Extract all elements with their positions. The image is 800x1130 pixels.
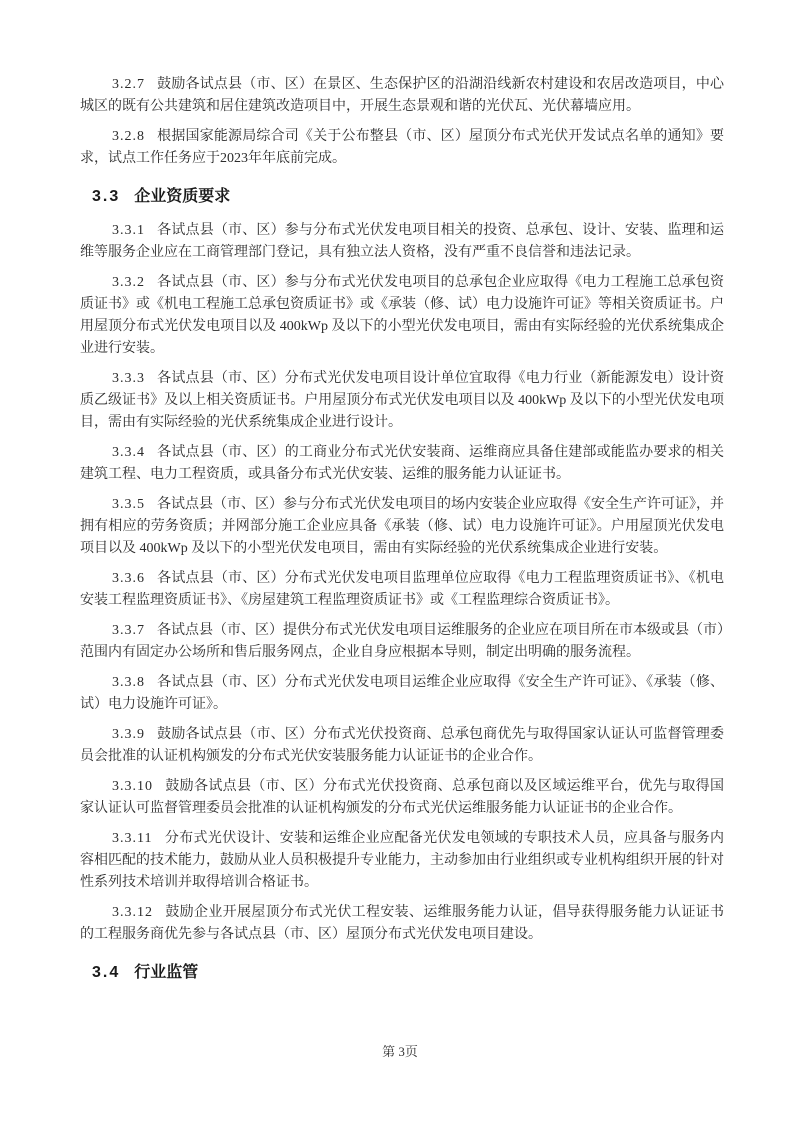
section-heading-3-4 <box>92 962 724 984</box>
paragraph-3-2-7 <box>80 74 724 118</box>
clause-text: 分布式光伏设计、安装和运维企业应配备光伏发电领域的专职技术人员，应具备与服务内容相匹配的技术能力，鼓励从业人员积极提升专业能力，主动参加由行业组织或专业机构组织开展的针对性系列技术培训并取得培训合格证书。 <box>80 831 724 890</box>
paragraph-3-3-11 <box>80 828 724 894</box>
clause-text: 各试点县（市、区）提供分布式光伏发电项目运维服务的企业应在项目所在市本级或县（市）范围内有固定办公场所和售后服务网点，企业自身应根据本导则，制定出明确的服务流程。 <box>80 623 724 660</box>
clause-text: 各试点县（市、区）的工商业分布式光伏安装商、运维商应具备住建部或能监办要求的相关建筑工程、电力工程资质，或具备分布式光伏安装、运维的服务能力认证证书。 <box>80 445 724 482</box>
clause-number: 3.3.7 <box>112 623 145 638</box>
paragraph-3-3-12 <box>80 902 724 946</box>
clause-number: 3.3.11 <box>112 831 153 846</box>
page-number: 第 3页 <box>382 1044 418 1059</box>
clause-number: 3.3.8 <box>112 675 145 690</box>
paragraph-3-3-9 <box>80 724 724 768</box>
paragraph-3-2-8 <box>80 126 724 170</box>
clause-text: 各试点县（市、区）分布式光伏发电项目设计单位宜取得《电力行业（新能源发电）设计资质乙级证书》及以上相关资质证书。户用屋顶分布式光伏发电项目以及 400kWp 及以下的小型光伏发电项目，需由有实际经验的光伏系统集成企业进行设计。 <box>80 371 724 430</box>
clause-number: 3.3.12 <box>112 905 153 920</box>
section-heading-3-3 <box>92 186 724 208</box>
clause-text: 鼓励各试点县（市、区）分布式光伏投资商、总承包商优先与取得国家认证认可监督管理委员会批准的认证机构颁发的分布式光伏安装服务能力认证证书的企业合作。 <box>80 727 724 764</box>
clause-number: 3.3.2 <box>112 275 145 290</box>
clause-number: 3.3.5 <box>112 497 145 512</box>
document-content <box>80 74 724 996</box>
clause-text: 鼓励各试点县（市、区）在景区、生态保护区的沿湖沿线新农村建设和农居改造项目，中心城区的既有公共建筑和居住建筑改造项目中，开展生态景观和谐的光伏瓦、光伏幕墙应用。 <box>80 77 724 114</box>
paragraph-3-3-7 <box>80 620 724 664</box>
paragraph-3-3-4 <box>80 442 724 486</box>
section-title: 企业资质要求 <box>134 188 231 205</box>
section-title: 行业监管 <box>134 964 199 981</box>
section-number: 3.3 <box>92 188 121 205</box>
clause-number: 3.3.4 <box>112 445 145 460</box>
clause-number: 3.3.1 <box>112 223 145 238</box>
clause-number: 3.2.7 <box>112 77 145 92</box>
clause-text: 各试点县（市、区）分布式光伏发电项目监理单位应取得《电力工程监理资质证书》、《机电安装工程监理资质证书》、《房屋建筑工程监理资质证书》或《工程监理综合资质证书》。 <box>80 571 724 608</box>
paragraph-3-3-10 <box>80 776 724 820</box>
clause-text: 各试点县（市、区）分布式光伏发电项目运维企业应取得《安全生产许可证》、《承装（修、试）电力设施许可证》。 <box>80 675 724 712</box>
clause-number: 3.3.3 <box>112 371 145 386</box>
paragraph-3-3-8 <box>80 672 724 716</box>
paragraph-3-3-5 <box>80 494 724 560</box>
clause-number: 3.3.6 <box>112 571 145 586</box>
paragraph-3-3-3 <box>80 368 724 434</box>
clause-number: 3.2.8 <box>112 129 145 144</box>
paragraph-3-3-2 <box>80 272 724 360</box>
clause-text: 各试点县（市、区）参与分布式光伏发电项目的总承包企业应取得《电力工程施工总承包资质证书》或《机电工程施工总承包资质证书》或《承装（修、试）电力设施许可证》等相关资质证书。户用屋顶分布式光伏发电项目以及 400kWp 及以下的小型光伏发电项目，需由有实际经验的光伏系统集成企业进行安装。 <box>80 275 724 356</box>
clause-text: 鼓励企业开展屋顶分布式光伏工程安装、运维服务能力认证，倡导获得服务能力认证证书的工程服务商优先参与各试点县（市、区）屋顶分布式光伏发电项目建设。 <box>80 905 724 942</box>
clause-number: 3.3.10 <box>112 779 153 794</box>
clause-text: 根据国家能源局综合司《关于公布整县（市、区）屋顶分布式光伏开发试点名单的通知》要求，试点工作任务应于2023年年底前完成。 <box>80 129 724 166</box>
paragraph-3-3-1 <box>80 220 724 264</box>
clause-text: 各试点县（市、区）参与分布式光伏发电项目的场内安装企业应取得《安全生产许可证》，并拥有相应的劳务资质；并网部分施工企业应具备《承装（修、试）电力设施许可证》。户用屋顶光伏发电项目以及 400kWp 及以下的小型光伏发电项目，需由有实际经验的光伏系统集成企业进行安装。 <box>80 497 724 556</box>
clause-number: 3.3.9 <box>112 727 145 742</box>
paragraph-3-3-6 <box>80 568 724 612</box>
clause-text: 各试点县（市、区）参与分布式光伏发电项目相关的投资、总承包、设计、安装、监理和运维等服务企业应在工商管理部门登记，具有独立法人资格，没有严重不良信誉和违法记录。 <box>80 223 724 260</box>
clause-text: 鼓励各试点县（市、区）分布式光伏投资商、总承包商以及区域运维平台，优先与取得国家认证认可监督管理委员会批准的认证机构颁发的分布式光伏运维服务能力认证证书的企业合作。 <box>80 779 724 816</box>
section-number: 3.4 <box>92 964 121 981</box>
